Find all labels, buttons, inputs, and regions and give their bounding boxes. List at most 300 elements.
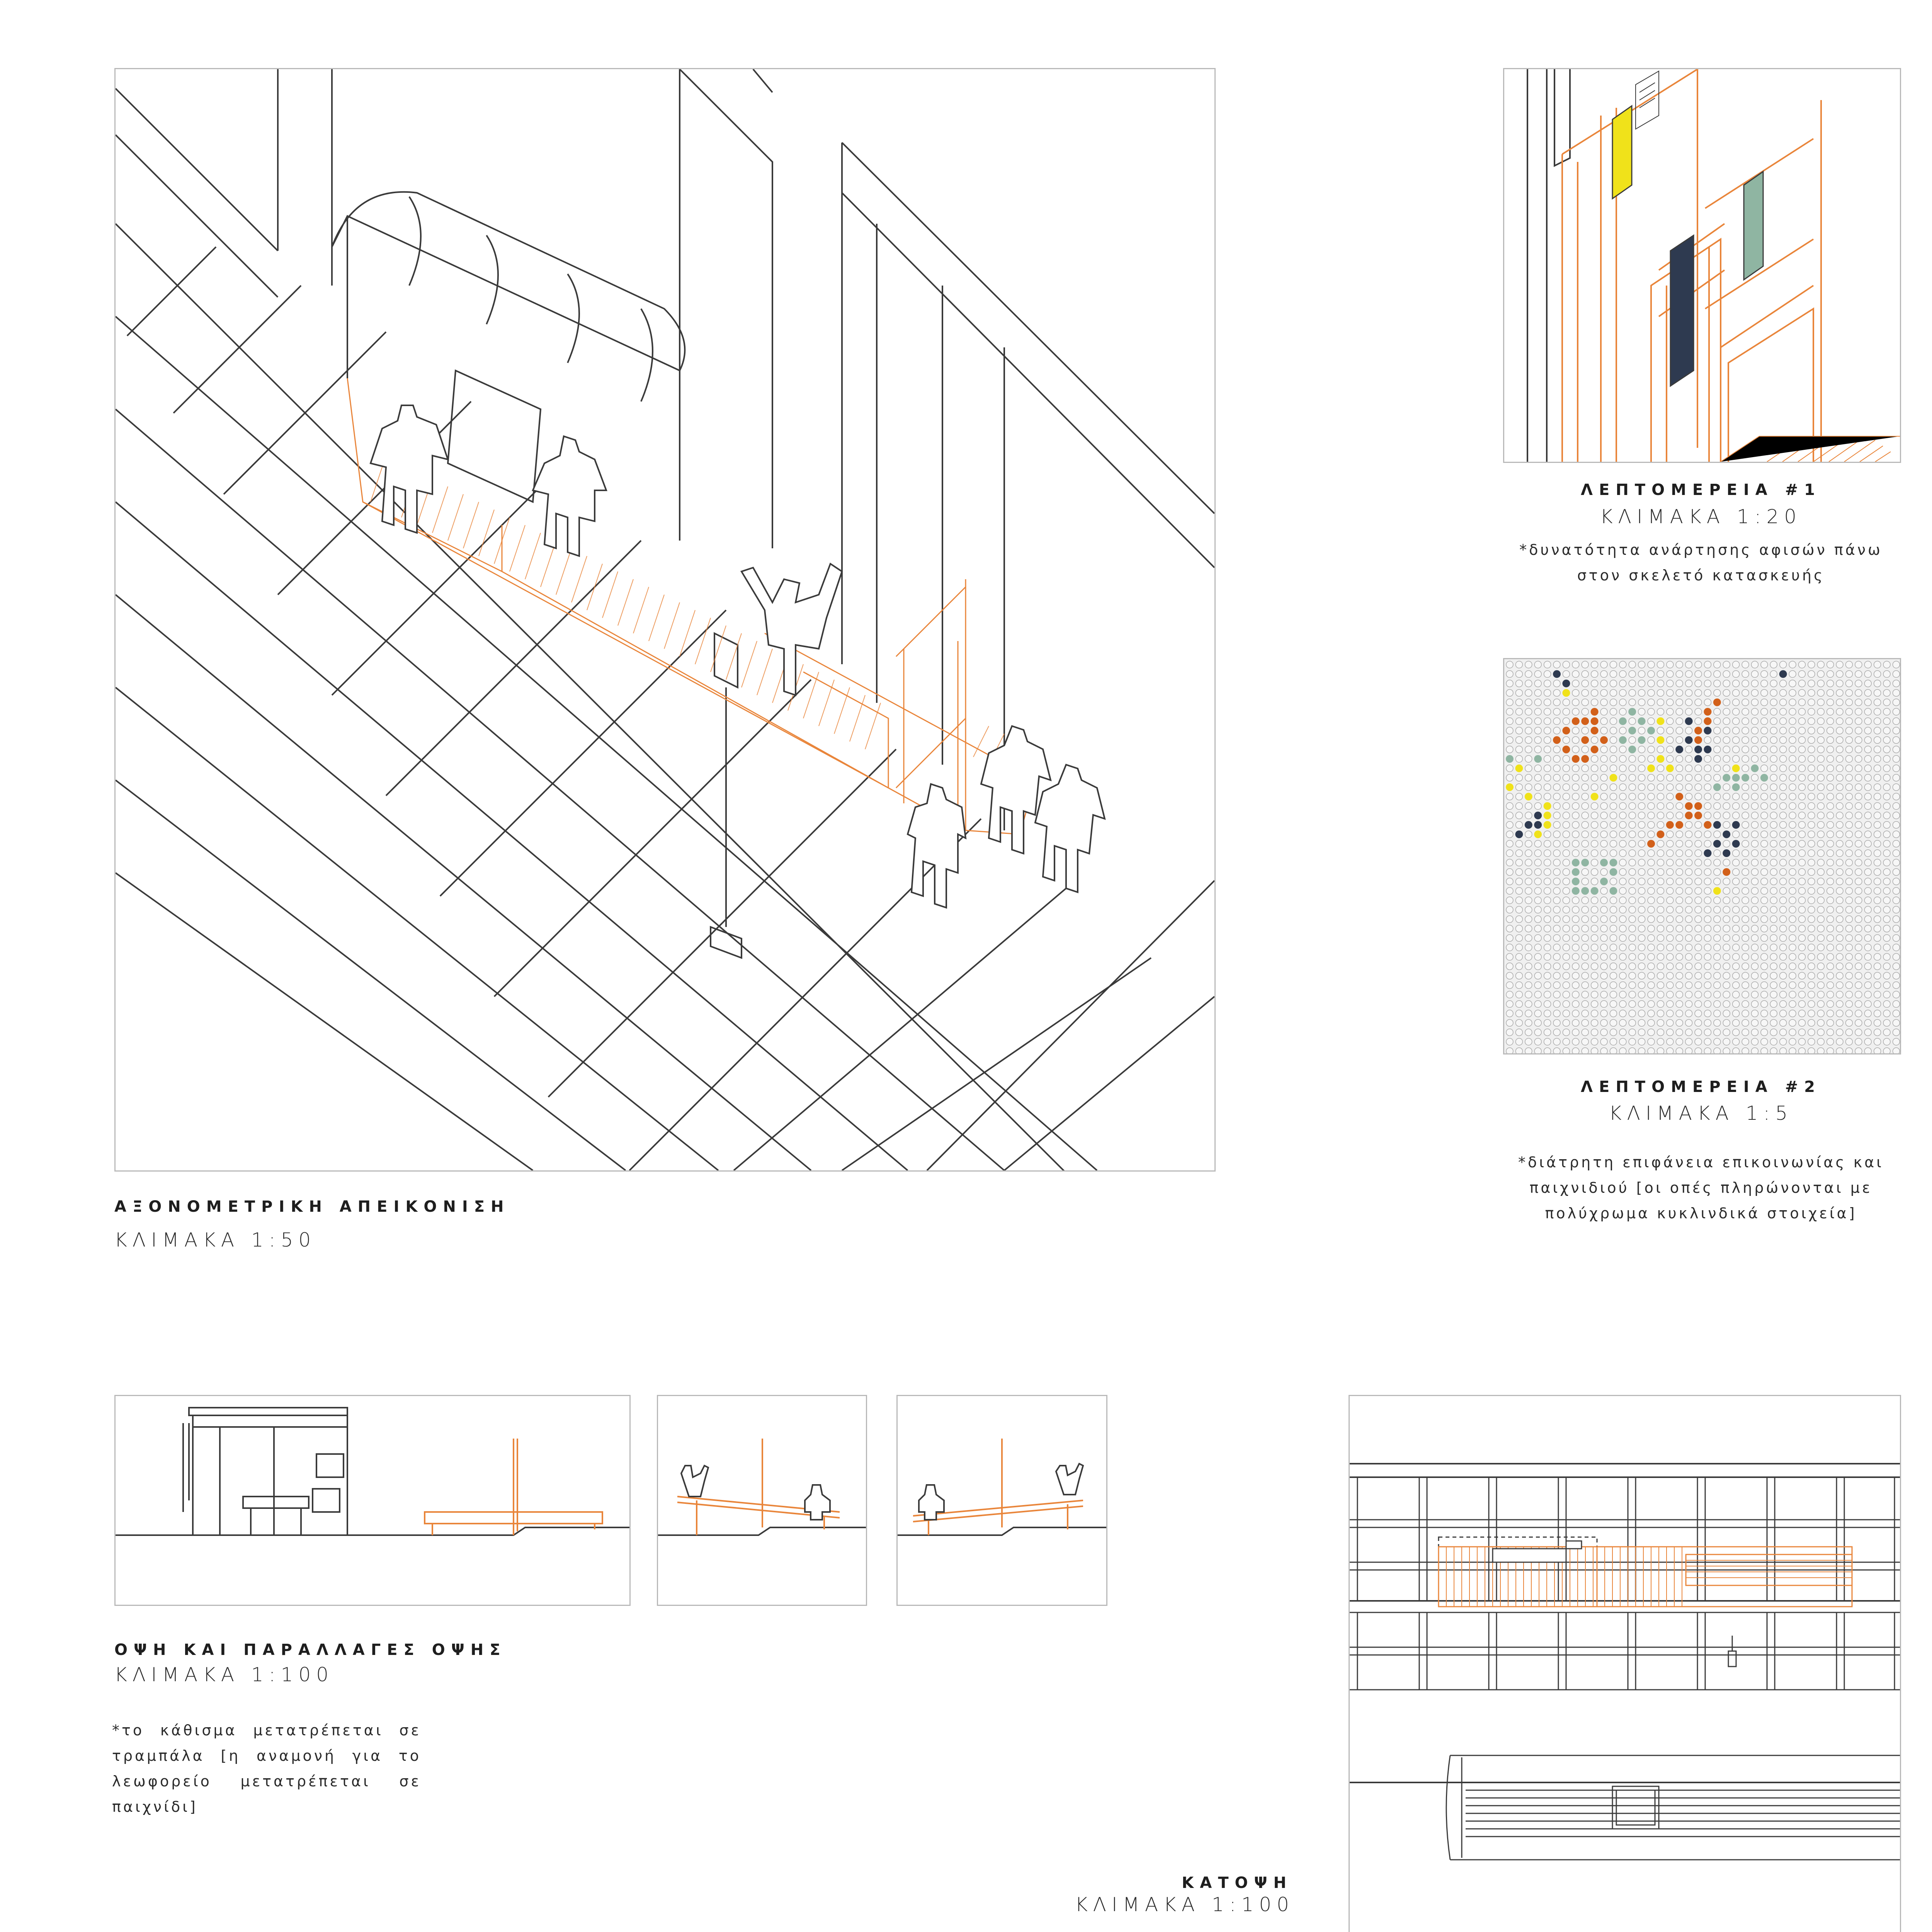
hole xyxy=(1714,736,1721,743)
hole xyxy=(1893,1010,1900,1017)
hole xyxy=(1695,784,1702,791)
hole xyxy=(1667,708,1673,715)
hole xyxy=(1780,953,1787,960)
hole xyxy=(1742,944,1749,951)
hole xyxy=(1817,689,1824,696)
hole xyxy=(1855,897,1862,904)
hole xyxy=(1544,906,1551,913)
hole xyxy=(1534,736,1541,743)
hole xyxy=(1789,661,1796,668)
hole xyxy=(1789,793,1796,800)
hole xyxy=(1638,774,1645,781)
hole xyxy=(1544,982,1551,989)
hole xyxy=(1619,784,1626,791)
hole xyxy=(1761,670,1768,677)
hole xyxy=(1864,953,1871,960)
hole xyxy=(1582,963,1588,970)
hole xyxy=(1544,953,1551,960)
hole xyxy=(1733,953,1740,960)
hole xyxy=(1638,982,1645,989)
hole xyxy=(1761,784,1768,791)
hole xyxy=(1789,897,1796,904)
hole xyxy=(1808,718,1815,724)
hole xyxy=(1893,916,1900,923)
hole xyxy=(1553,916,1560,923)
hole xyxy=(1714,765,1721,772)
hole xyxy=(1582,925,1588,932)
hole xyxy=(1572,708,1579,715)
hole xyxy=(1864,916,1871,923)
hole xyxy=(1855,774,1862,781)
hole xyxy=(1544,963,1551,970)
hole xyxy=(1817,888,1824,895)
hole xyxy=(1817,755,1824,762)
hole xyxy=(1506,727,1513,734)
hole xyxy=(1770,982,1777,989)
hole xyxy=(1893,1029,1900,1036)
hole xyxy=(1648,953,1655,960)
hole xyxy=(1667,944,1673,951)
hole xyxy=(1638,1010,1645,1017)
hole xyxy=(1855,963,1862,970)
hole xyxy=(1600,1010,1607,1017)
hole xyxy=(1506,680,1513,687)
hole xyxy=(1893,840,1900,847)
hole xyxy=(1798,1038,1805,1045)
hole xyxy=(1610,878,1617,885)
hole xyxy=(1629,784,1636,791)
hole xyxy=(1798,859,1805,866)
hole xyxy=(1714,850,1721,857)
hole xyxy=(1610,840,1617,847)
hole xyxy=(1563,1010,1570,1017)
peg-n xyxy=(1534,811,1542,819)
hole xyxy=(1638,840,1645,847)
hole xyxy=(1798,869,1805,876)
hole xyxy=(1874,850,1881,857)
hole xyxy=(1515,812,1522,819)
hole xyxy=(1817,991,1824,998)
hole xyxy=(1808,840,1815,847)
hole xyxy=(1827,1010,1834,1017)
hole xyxy=(1525,1010,1532,1017)
hole xyxy=(1770,963,1777,970)
hole xyxy=(1827,774,1834,781)
hole xyxy=(1827,906,1834,913)
hole xyxy=(1638,916,1645,923)
hole xyxy=(1600,897,1607,904)
hole xyxy=(1742,888,1749,895)
peg-n xyxy=(1562,680,1570,687)
hole xyxy=(1695,953,1702,960)
hole xyxy=(1657,1019,1664,1026)
hole xyxy=(1761,982,1768,989)
hole xyxy=(1657,897,1664,904)
hole xyxy=(1893,1019,1900,1026)
hole xyxy=(1695,670,1702,677)
peg-o xyxy=(1704,821,1711,829)
hole xyxy=(1874,982,1881,989)
hole xyxy=(1676,661,1683,668)
hole xyxy=(1534,850,1541,857)
hole xyxy=(1648,963,1655,970)
hole xyxy=(1723,1000,1730,1007)
peg-o xyxy=(1591,717,1599,725)
hole xyxy=(1723,803,1730,810)
hole xyxy=(1657,953,1664,960)
hole xyxy=(1723,897,1730,904)
hole xyxy=(1525,774,1532,781)
hole xyxy=(1864,840,1871,847)
hole xyxy=(1515,736,1522,743)
hole xyxy=(1723,888,1730,895)
hole xyxy=(1582,803,1588,810)
hole xyxy=(1733,935,1740,942)
hole xyxy=(1695,1048,1702,1053)
hole xyxy=(1685,925,1692,932)
hole xyxy=(1591,670,1598,677)
peg-y xyxy=(1656,717,1664,725)
hole xyxy=(1667,680,1673,687)
hole xyxy=(1553,840,1560,847)
hole xyxy=(1827,670,1834,677)
hole xyxy=(1553,859,1560,866)
detail1-drawing xyxy=(1503,68,1901,463)
hole xyxy=(1827,793,1834,800)
hole xyxy=(1591,972,1598,979)
hole xyxy=(1789,812,1796,819)
hole xyxy=(1563,670,1570,677)
hole xyxy=(1798,831,1805,838)
hole xyxy=(1827,925,1834,932)
hole xyxy=(1874,774,1881,781)
hole xyxy=(1704,1010,1711,1017)
hole xyxy=(1657,784,1664,791)
hole xyxy=(1600,746,1607,753)
hole xyxy=(1525,944,1532,951)
hole xyxy=(1836,906,1843,913)
hole xyxy=(1751,689,1758,696)
hole xyxy=(1742,784,1749,791)
hole xyxy=(1817,784,1824,791)
hole xyxy=(1591,1048,1598,1053)
hole xyxy=(1667,991,1673,998)
hole xyxy=(1733,982,1740,989)
hole xyxy=(1893,831,1900,838)
hole xyxy=(1836,935,1843,942)
hole xyxy=(1827,1000,1834,1007)
hole xyxy=(1695,888,1702,895)
hole xyxy=(1667,661,1673,668)
hole xyxy=(1553,1000,1560,1007)
hole xyxy=(1657,840,1664,847)
hole xyxy=(1704,963,1711,970)
hole xyxy=(1525,897,1532,904)
peg-s xyxy=(1600,859,1608,866)
hole xyxy=(1506,812,1513,819)
hole xyxy=(1657,793,1664,800)
hole xyxy=(1534,935,1541,942)
hole xyxy=(1629,850,1636,857)
hole xyxy=(1648,803,1655,810)
hole xyxy=(1864,1000,1871,1007)
hole xyxy=(1563,699,1570,706)
hole xyxy=(1780,727,1787,734)
hole xyxy=(1714,708,1721,715)
hole xyxy=(1515,727,1522,734)
hole xyxy=(1648,888,1655,895)
hole xyxy=(1733,1000,1740,1007)
hole xyxy=(1789,982,1796,989)
elevation-variant-2-svg xyxy=(898,1396,1106,1605)
hole xyxy=(1676,916,1683,923)
hole xyxy=(1553,991,1560,998)
hole xyxy=(1667,1038,1673,1045)
hole xyxy=(1563,708,1570,715)
hole xyxy=(1817,831,1824,838)
hole xyxy=(1883,699,1890,706)
hole xyxy=(1836,972,1843,979)
hole xyxy=(1798,727,1805,734)
hole xyxy=(1751,963,1758,970)
hole xyxy=(1648,821,1655,828)
hole xyxy=(1874,972,1881,979)
hole xyxy=(1742,1019,1749,1026)
hole xyxy=(1874,708,1881,715)
hole xyxy=(1619,1048,1626,1053)
hole xyxy=(1544,699,1551,706)
hole xyxy=(1506,944,1513,951)
hole xyxy=(1544,680,1551,687)
hole xyxy=(1591,1038,1598,1045)
hole xyxy=(1506,1029,1513,1036)
hole xyxy=(1638,859,1645,866)
hole xyxy=(1648,1029,1655,1036)
hole xyxy=(1544,925,1551,932)
hole xyxy=(1572,897,1579,904)
hole xyxy=(1751,793,1758,800)
hole xyxy=(1864,680,1871,687)
hole xyxy=(1667,859,1673,866)
hole xyxy=(1883,803,1890,810)
hole xyxy=(1525,963,1532,970)
hole xyxy=(1534,784,1541,791)
hole xyxy=(1600,774,1607,781)
hole xyxy=(1770,774,1777,781)
hole xyxy=(1638,991,1645,998)
hole xyxy=(1714,774,1721,781)
hole xyxy=(1648,689,1655,696)
hole xyxy=(1676,727,1683,734)
hole xyxy=(1610,906,1617,913)
hole xyxy=(1714,953,1721,960)
hole xyxy=(1667,1000,1673,1007)
hole xyxy=(1761,1029,1768,1036)
hole xyxy=(1893,953,1900,960)
hole xyxy=(1506,670,1513,677)
hole xyxy=(1836,661,1843,668)
hole xyxy=(1742,680,1749,687)
hole xyxy=(1534,878,1541,885)
hole xyxy=(1676,699,1683,706)
hole xyxy=(1506,689,1513,696)
hole xyxy=(1591,935,1598,942)
hole xyxy=(1742,699,1749,706)
hole xyxy=(1798,991,1805,998)
peg-s xyxy=(1572,878,1580,885)
hole xyxy=(1638,925,1645,932)
hole xyxy=(1845,963,1852,970)
hole xyxy=(1714,859,1721,866)
hole xyxy=(1874,916,1881,923)
hole xyxy=(1770,1019,1777,1026)
hole xyxy=(1780,916,1787,923)
hole xyxy=(1855,765,1862,772)
peg-o xyxy=(1581,755,1589,763)
hole xyxy=(1704,982,1711,989)
hole xyxy=(1723,859,1730,866)
hole xyxy=(1667,906,1673,913)
hole xyxy=(1572,1000,1579,1007)
hole xyxy=(1563,812,1570,819)
hole xyxy=(1506,1019,1513,1026)
hole xyxy=(1695,1000,1702,1007)
hole xyxy=(1629,888,1636,895)
peg-y xyxy=(1713,887,1721,895)
hole xyxy=(1893,850,1900,857)
peg-y xyxy=(1656,736,1664,744)
hole xyxy=(1638,1029,1645,1036)
hole xyxy=(1695,906,1702,913)
hole xyxy=(1855,1038,1862,1045)
peg-o xyxy=(1694,736,1702,744)
hole xyxy=(1553,925,1560,932)
hole xyxy=(1845,991,1852,998)
hole xyxy=(1751,972,1758,979)
hole xyxy=(1855,746,1862,753)
hole xyxy=(1808,670,1815,677)
hole xyxy=(1845,708,1852,715)
hole xyxy=(1893,812,1900,819)
hole xyxy=(1864,897,1871,904)
hole xyxy=(1506,925,1513,932)
hole xyxy=(1544,689,1551,696)
hole xyxy=(1780,699,1787,706)
hole xyxy=(1525,699,1532,706)
hole xyxy=(1657,850,1664,857)
hole xyxy=(1827,897,1834,904)
hole xyxy=(1544,793,1551,800)
hole xyxy=(1657,746,1664,753)
hole xyxy=(1544,1029,1551,1036)
hole xyxy=(1780,906,1787,913)
hole xyxy=(1714,878,1721,885)
hole xyxy=(1817,661,1824,668)
hole xyxy=(1525,953,1532,960)
hole xyxy=(1515,718,1522,724)
hole xyxy=(1883,746,1890,753)
hole xyxy=(1789,840,1796,847)
hole xyxy=(1506,1038,1513,1045)
hole xyxy=(1591,680,1598,687)
hole xyxy=(1733,859,1740,866)
hole xyxy=(1553,680,1560,687)
peg-s xyxy=(1572,887,1580,895)
hole xyxy=(1874,991,1881,998)
hole xyxy=(1563,897,1570,904)
hole xyxy=(1676,831,1683,838)
hole xyxy=(1836,897,1843,904)
hole xyxy=(1883,935,1890,942)
hole xyxy=(1515,784,1522,791)
hole xyxy=(1638,1038,1645,1045)
hole xyxy=(1515,916,1522,923)
hole xyxy=(1685,670,1692,677)
hole xyxy=(1864,774,1871,781)
hole xyxy=(1855,850,1862,857)
hole xyxy=(1770,935,1777,942)
hole xyxy=(1817,869,1824,876)
hole xyxy=(1629,680,1636,687)
hole xyxy=(1695,1029,1702,1036)
hole xyxy=(1676,1048,1683,1053)
hole xyxy=(1855,906,1862,913)
hole xyxy=(1553,689,1560,696)
hole xyxy=(1789,944,1796,951)
hole xyxy=(1808,784,1815,791)
hole xyxy=(1619,680,1626,687)
hole xyxy=(1808,963,1815,970)
hole xyxy=(1600,812,1607,819)
hole xyxy=(1657,982,1664,989)
hole xyxy=(1723,689,1730,696)
hole xyxy=(1515,897,1522,904)
hole xyxy=(1798,746,1805,753)
hole xyxy=(1770,821,1777,828)
hole xyxy=(1629,953,1636,960)
hole xyxy=(1780,1029,1787,1036)
hole xyxy=(1506,906,1513,913)
hole xyxy=(1808,765,1815,772)
hole xyxy=(1893,925,1900,932)
hole xyxy=(1553,1029,1560,1036)
hole xyxy=(1553,765,1560,772)
hole xyxy=(1855,831,1862,838)
hole xyxy=(1714,972,1721,979)
hole xyxy=(1704,916,1711,923)
hole xyxy=(1733,661,1740,668)
hole xyxy=(1864,765,1871,772)
hole xyxy=(1648,680,1655,687)
hole xyxy=(1808,680,1815,687)
hole xyxy=(1798,812,1805,819)
hole xyxy=(1600,1048,1607,1053)
hole xyxy=(1864,831,1871,838)
hole xyxy=(1836,963,1843,970)
hole xyxy=(1525,850,1532,857)
peg-n xyxy=(1704,849,1711,857)
hole xyxy=(1534,840,1541,847)
hole xyxy=(1685,916,1692,923)
hole xyxy=(1742,736,1749,743)
hole xyxy=(1845,774,1852,781)
hole xyxy=(1667,1010,1673,1017)
hole xyxy=(1761,1019,1768,1026)
hole xyxy=(1770,784,1777,791)
hole xyxy=(1836,1029,1843,1036)
hole xyxy=(1855,972,1862,979)
hole xyxy=(1638,869,1645,876)
